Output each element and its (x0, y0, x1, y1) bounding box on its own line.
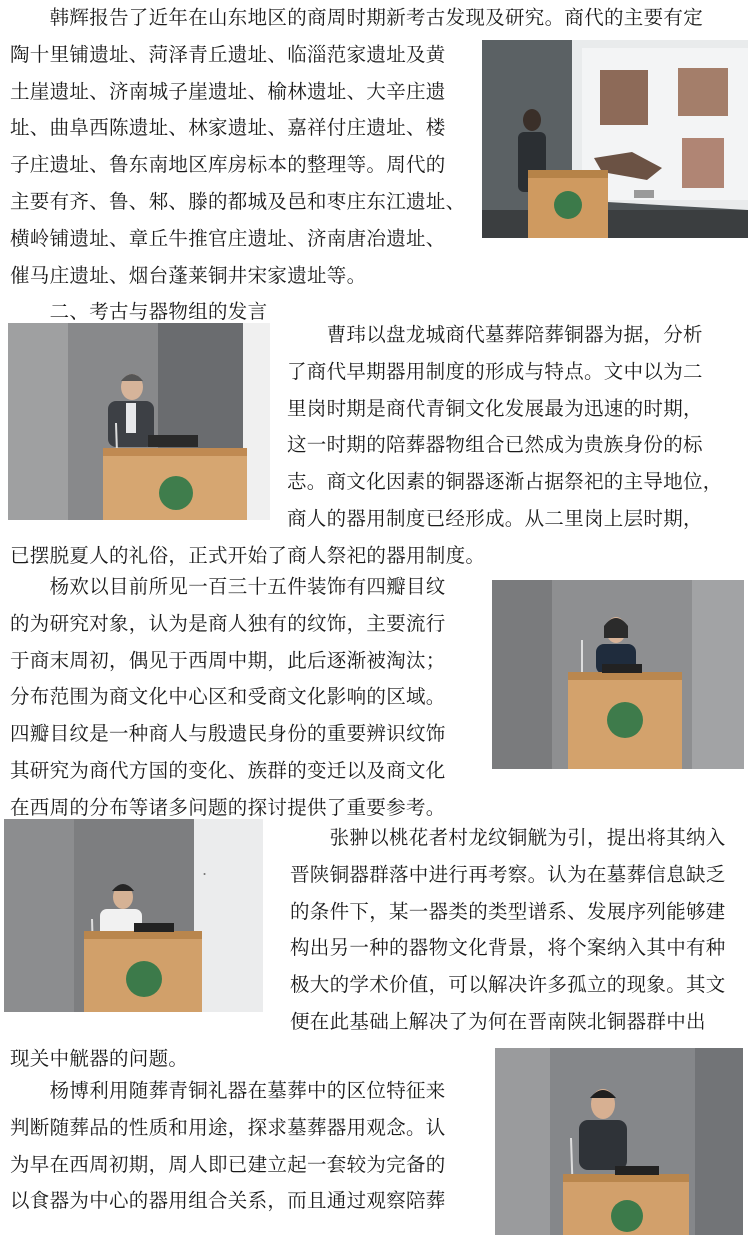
text-line: 子庄遗址、鲁东南地区库房标本的整理等。周代的 (10, 153, 446, 177)
text-line: 催马庄遗址、烟台蓬莱铜井宋家遗址等。 (10, 263, 367, 287)
lecture-photo-slides (482, 40, 748, 238)
text-line: 分布范围为商文化中心区和受商文化影响的区域。 (10, 685, 446, 709)
caowei-paragraph (10, 317, 742, 575)
text-line: 址、曲阜西陈遗址、林家遗址、嘉祥付庄遗址、楼 (10, 116, 446, 140)
text-line: 的为研究对象，认为是商人独有的纹饰，主要流行 (10, 611, 446, 635)
lecture-photo-yangbo (495, 1048, 743, 1235)
text-line: 已摆脱夏人的礼俗，正式开始了商人祭祀的器用制度。 (10, 543, 486, 567)
zhangyu-paragraph (10, 820, 742, 1078)
yanghuan-paragraph (10, 569, 446, 827)
section2-heading: 二、考古与器物组的发言 (10, 300, 268, 324)
svg-text:.: . (202, 860, 208, 879)
text-line: 土崖遗址、济南城子崖遗址、榆林遗址、大辛庄遗 (10, 79, 446, 103)
text-line: 主要有齐、鲁、邾、滕的都城及邑和枣庄东江遗址、 (10, 189, 466, 213)
text-line: 晋陕铜器群落中进行再考察。认为在墓葬信息缺乏 (290, 862, 726, 886)
text-line: 于商末周初，偶见于西周中期，此后逐渐被淘汰； (10, 648, 446, 672)
text-line: 杨博利用随葬青铜礼器在墓葬中的区位特征来 (10, 1079, 446, 1102)
text-line: 张翀以桃花者村龙纹铜觥为引，提出将其纳入 (290, 826, 726, 849)
text-line: 现关中觥器的问题。 (10, 1046, 189, 1070)
text-line: 极大的学术价值，可以解决许多孤立的现象。其文 (290, 973, 726, 997)
text-line: 四瓣目纹是一种商人与殷遗民身份的重要辨识纹饰 (10, 722, 446, 746)
text-line: 的条件下，某一器类的类型谱系、发展序列能够建 (290, 899, 726, 923)
text-line: 商人的器用制度已经形成。从二里岗上层时期， (287, 506, 703, 530)
text-line: 判断随葬品的性质和用途，探求墓葬器用观念。认 (10, 1115, 446, 1139)
lecture-photo-yanghuan (492, 580, 744, 769)
text-line: 构出另一种的器物文化背景，将个案纳入其中有种 (290, 936, 726, 960)
text-line: 以食器为中心的器用组合关系，而且通过观察陪葬 (10, 1189, 446, 1213)
text-line: 为早在西周初期，周人即已建立起一套较为完备的 (10, 1152, 446, 1176)
text-line: 志。商文化因素的铜器逐渐占据祭祀的主导地位， (287, 470, 723, 494)
text-line: 其研究为商代方国的变化、族群的变迁以及商文化 (10, 758, 446, 782)
text-line: 里岗时期是商代青铜文化发展最为迅速的时期， (287, 396, 703, 420)
text-line: 在西周的分布等诸多问题的探讨提供了重要参考。 (10, 795, 446, 819)
text-line: 曹玮以盘龙城商代墓葬陪葬铜器为据，分析 (287, 323, 703, 346)
text-line: 了商代早期器用制度的形成与特点。文中以为二 (287, 359, 703, 383)
yangbo-paragraph (10, 1073, 446, 1220)
text-line: 杨欢以目前所见一百三十五件装饰有四瓣目纹 (10, 575, 446, 598)
text-line: 横岭铺遗址、章丘牛推官庄遗址、济南唐冶遗址、 (10, 226, 446, 250)
text-line: 便在此基础上解决了为何在晋南陕北铜器群中出 (290, 1009, 706, 1033)
text-line: 这一时期的陪葬器物组合已然成为贵族身份的标 (287, 433, 703, 457)
text-line: 韩辉报告了近年在山东地区的商周时期新考古发现及研究。商代的主要有定 (10, 6, 704, 29)
text-line: 陶十里铺遗址、菏泽青丘遗址、临淄范家遗址及黄 (10, 42, 446, 66)
